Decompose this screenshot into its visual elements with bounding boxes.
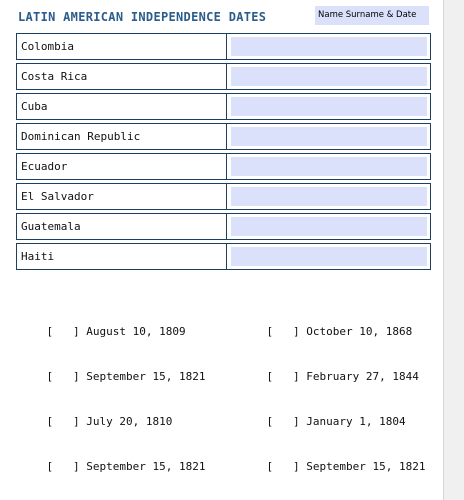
vertical-scrollbar[interactable] <box>443 0 464 500</box>
country-label: Dominican Republic <box>17 124 227 149</box>
checkbox-bracket-open[interactable]: [ <box>46 415 54 428</box>
answer-field[interactable] <box>231 127 427 146</box>
checkbox-bracket-open[interactable]: [ <box>46 460 54 473</box>
date-option <box>240 447 425 486</box>
date-option-label: July 20, 1810 <box>86 415 173 428</box>
checkbox-bracket-close[interactable]: ] <box>73 325 80 338</box>
country-table <box>16 33 431 273</box>
answer-cell <box>227 214 430 239</box>
date-option <box>240 357 419 396</box>
date-option <box>20 357 205 396</box>
checkbox-bracket-close[interactable]: ] <box>293 460 300 473</box>
country-label: Haiti <box>17 244 227 269</box>
page-title: LATIN AMERICAN INDEPENDENCE DATES <box>18 10 267 24</box>
answer-field[interactable] <box>231 97 427 116</box>
date-option-label: September 15, 1821 <box>86 370 206 383</box>
table-row <box>16 243 431 270</box>
checkbox-bracket-close[interactable]: ] <box>73 370 80 383</box>
checkbox-bracket-close[interactable]: ] <box>73 460 80 473</box>
checkbox-bracket-close[interactable]: ] <box>293 325 300 338</box>
date-option <box>20 402 172 441</box>
answer-cell <box>227 154 430 179</box>
table-row <box>16 123 431 150</box>
answer-cell <box>227 34 430 59</box>
country-label: Cuba <box>17 94 227 119</box>
table-row <box>16 153 431 180</box>
country-label: Guatemala <box>17 214 227 239</box>
table-row <box>16 213 431 240</box>
country-label: Ecuador <box>17 154 227 179</box>
date-option <box>20 447 205 486</box>
table-row <box>16 63 431 90</box>
date-option-label: January 1, 1804 <box>306 415 406 428</box>
name-date-field[interactable]: Name Surname & Date <box>315 6 429 25</box>
answer-cell <box>227 124 430 149</box>
answer-field[interactable] <box>231 187 427 206</box>
answer-cell <box>227 244 430 269</box>
answer-field[interactable] <box>231 217 427 236</box>
answer-field[interactable] <box>231 247 427 266</box>
checkbox-bracket-open[interactable]: [ <box>46 325 54 338</box>
checkbox-bracket-open[interactable]: [ <box>46 370 54 383</box>
date-option <box>20 312 186 351</box>
table-row <box>16 93 431 120</box>
answer-field[interactable] <box>231 157 427 176</box>
table-row <box>16 183 431 210</box>
date-option-label: August 10, 1809 <box>86 325 186 338</box>
date-option <box>240 312 412 351</box>
checkbox-bracket-close[interactable]: ] <box>293 415 300 428</box>
checkbox-bracket-close[interactable]: ] <box>73 415 80 428</box>
checkbox-bracket-open[interactable]: [ <box>266 370 274 383</box>
country-label: Colombia <box>17 34 227 59</box>
date-option-label: September 15, 1821 <box>86 460 206 473</box>
date-option-label: October 10, 1868 <box>306 325 413 338</box>
checkbox-bracket-open[interactable]: [ <box>266 415 274 428</box>
answer-cell <box>227 94 430 119</box>
answer-field[interactable] <box>231 67 427 86</box>
checkbox-bracket-open[interactable]: [ <box>266 460 274 473</box>
country-label: El Salvador <box>17 184 227 209</box>
answer-cell <box>227 64 430 89</box>
date-option <box>240 402 406 441</box>
answer-field[interactable] <box>231 37 427 56</box>
checkbox-bracket-open[interactable]: [ <box>266 325 274 338</box>
answer-cell <box>227 184 430 209</box>
date-option-label: February 27, 1844 <box>306 370 419 383</box>
table-row <box>16 33 431 60</box>
date-option-label: September 15, 1821 <box>306 460 426 473</box>
checkbox-bracket-close[interactable]: ] <box>293 370 300 383</box>
country-label: Costa Rica <box>17 64 227 89</box>
